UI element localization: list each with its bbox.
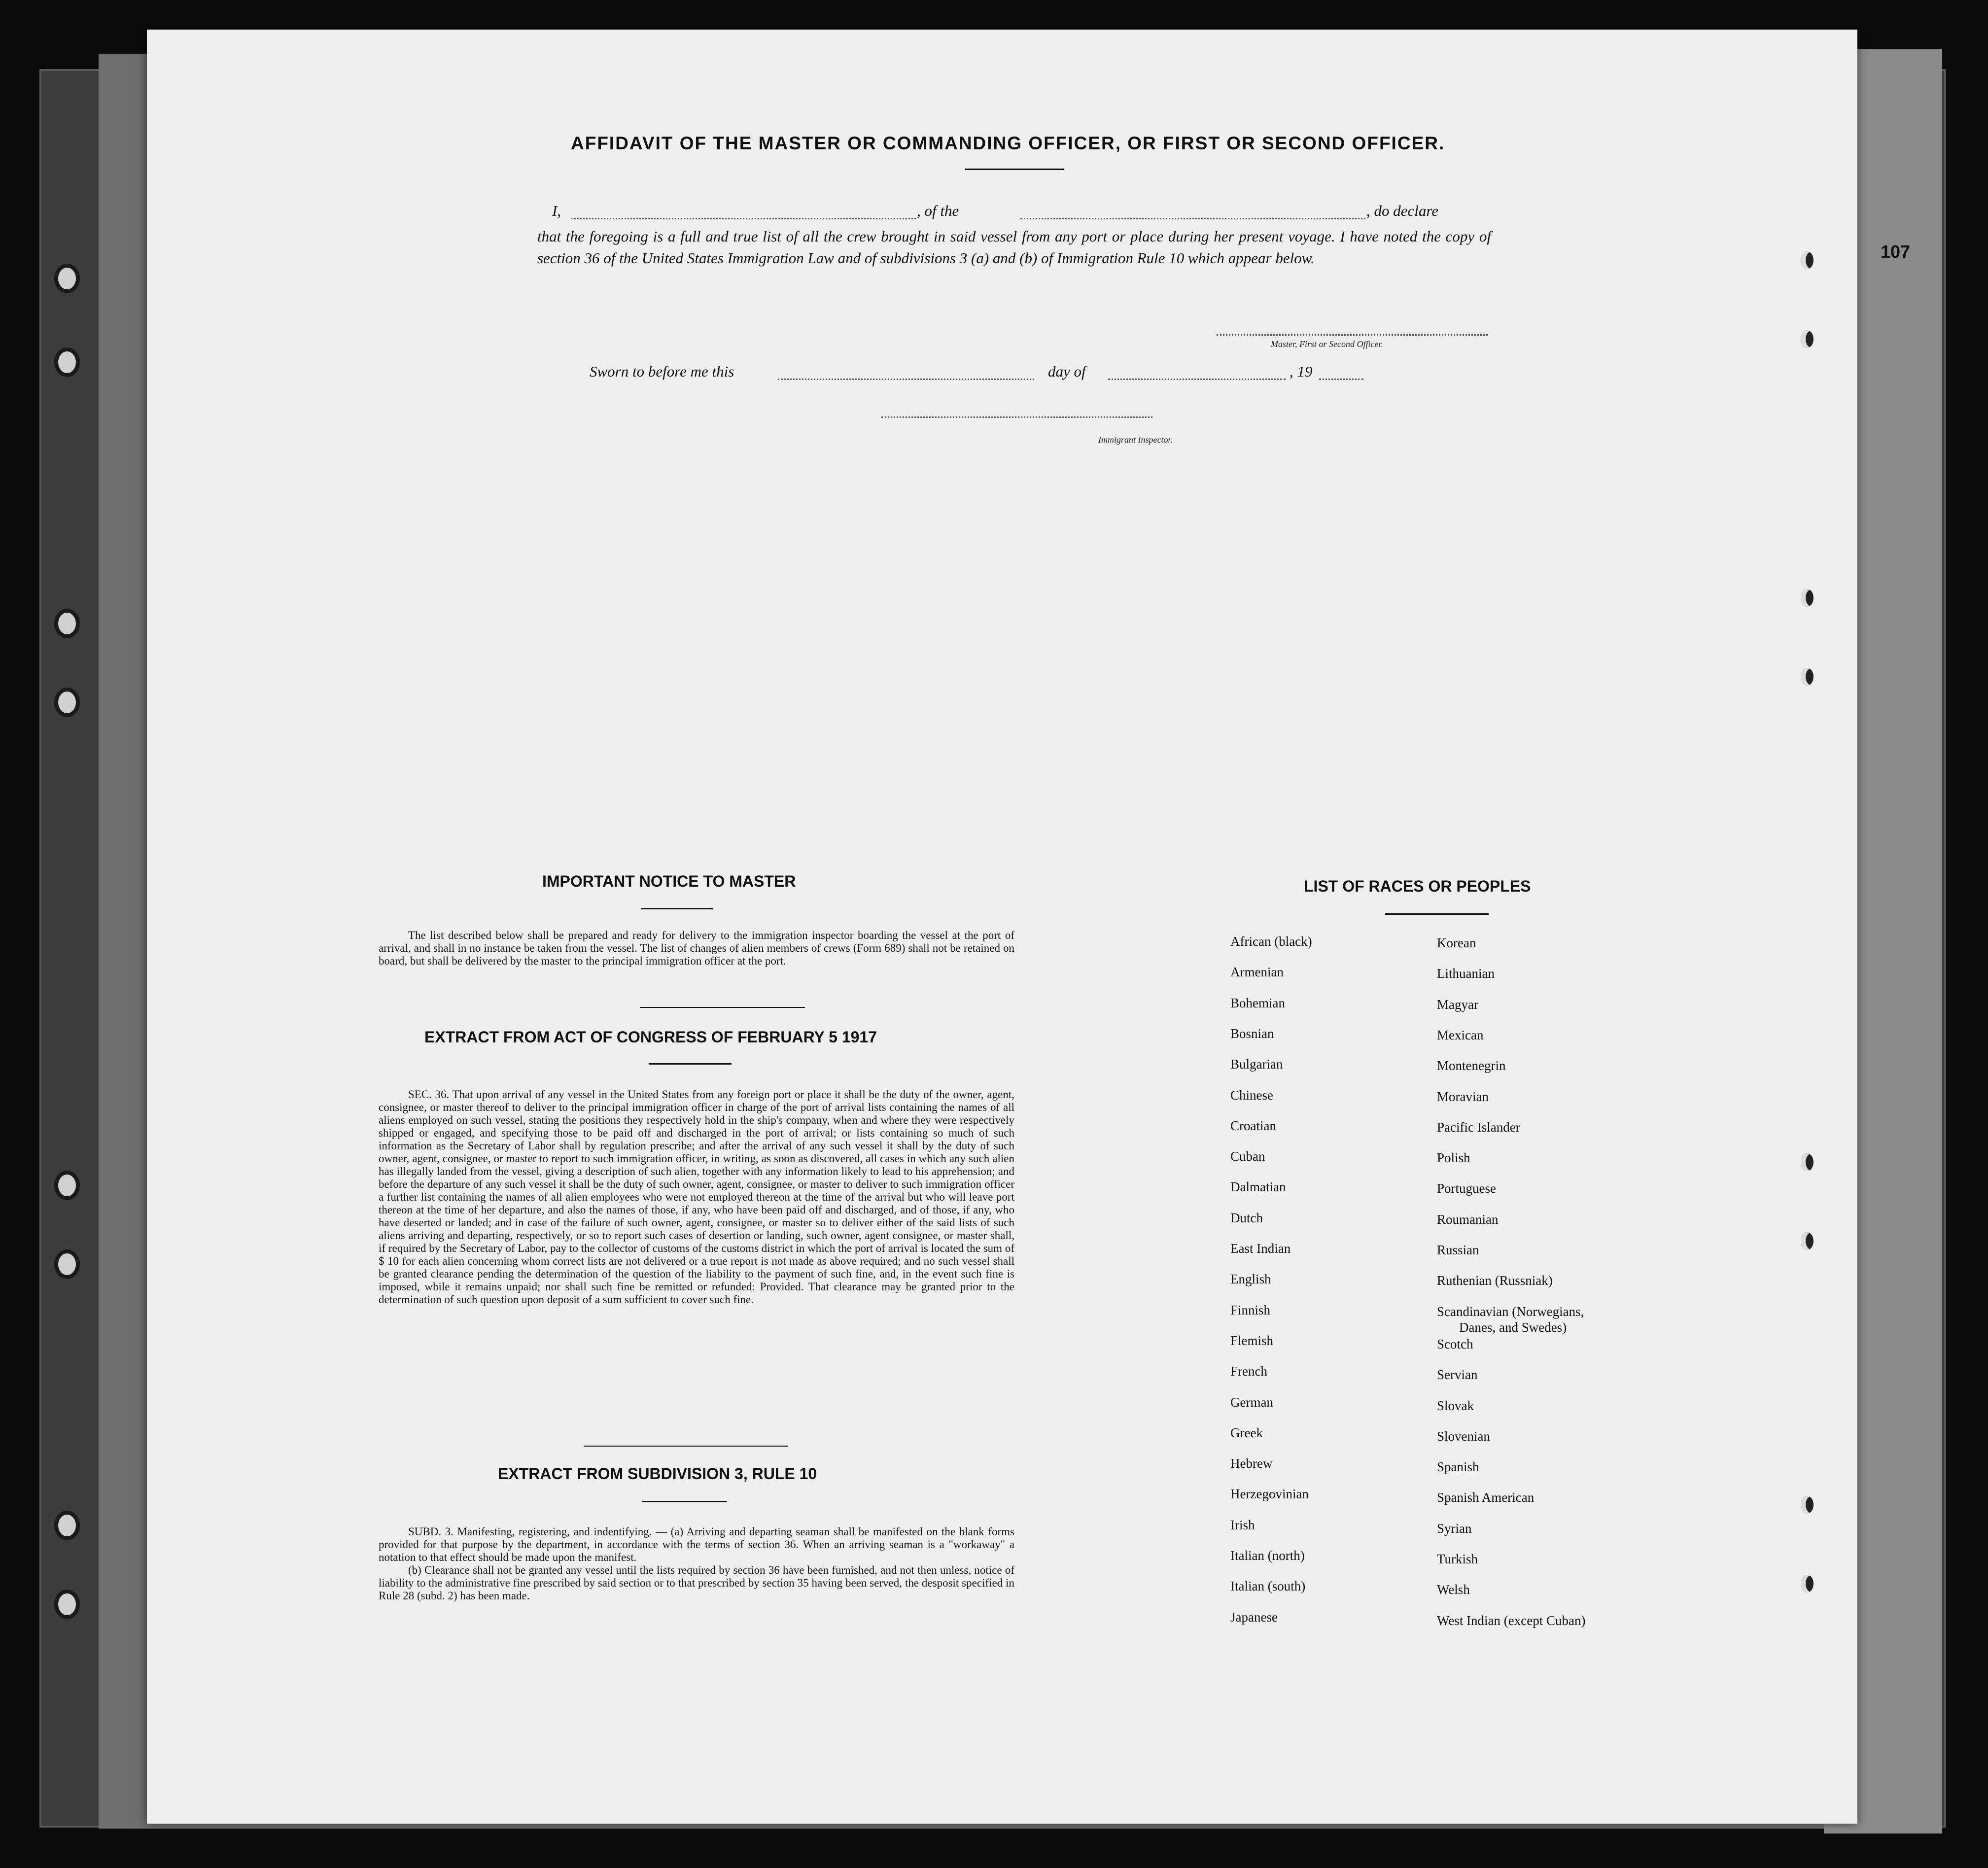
- sworn-label: Sworn to before me this: [590, 363, 734, 380]
- race-item-right: Montenegrin: [1437, 1058, 1506, 1073]
- title-divider: [965, 169, 1064, 170]
- race-item-left: Japanese: [1230, 1609, 1278, 1625]
- punch-hole-icon: [1801, 251, 1814, 269]
- race-item-right: Scotch: [1437, 1336, 1473, 1351]
- sworn-day-line[interactable]: [778, 379, 1034, 380]
- section-divider: [584, 1446, 788, 1447]
- vessel-prefix: , of the: [917, 202, 959, 219]
- race-item-right: Magyar: [1437, 997, 1478, 1012]
- punch-hole-icon: [1801, 1575, 1814, 1592]
- declarant-prefix: I,: [552, 202, 561, 219]
- rule-paragraph-b: (b) Clearance shall not be granted any vessel until the lists required by section 36 have been furnished, and not then unless, notice of liability to the administrative fine prescribed by said section or to that prescribed by section 35 having been served, the desposit specified in Rule 28 (subd. 2) has been made.: [379, 1564, 1014, 1602]
- race-item-right: Scandinavian (Norwegians,: [1437, 1304, 1584, 1319]
- punch-hole-icon: [54, 609, 80, 638]
- race-item-left: East Indian: [1230, 1241, 1291, 1256]
- notice-title: IMPORTANT NOTICE TO MASTER: [542, 872, 796, 890]
- declare-suffix: , do declare: [1366, 202, 1439, 219]
- vessel-name-line[interactable]: [1020, 218, 1365, 219]
- declarant-name-line[interactable]: [571, 218, 916, 219]
- race-item-right: Moravian: [1437, 1089, 1489, 1104]
- race-item-left: Italian (north): [1230, 1548, 1305, 1563]
- race-item-right: West Indian (except Cuban): [1437, 1613, 1586, 1628]
- race-item-right: Spanish: [1437, 1459, 1479, 1475]
- race-item-left: Finnish: [1230, 1302, 1271, 1317]
- race-item-left: English: [1230, 1272, 1271, 1287]
- race-item-right: Slovak: [1437, 1398, 1474, 1413]
- race-item-left: Dutch: [1230, 1210, 1263, 1225]
- rule-divider: [642, 1501, 727, 1502]
- margin-stamp-number: 107: [1881, 242, 1911, 262]
- race-item-right: Polish: [1437, 1150, 1470, 1166]
- race-item-right: Korean: [1437, 935, 1476, 950]
- race-item-left: German: [1230, 1394, 1273, 1410]
- punch-hole-icon: [1801, 1153, 1814, 1171]
- punch-hole-icon: [1801, 1232, 1814, 1250]
- race-item-left: Flemish: [1230, 1333, 1274, 1348]
- race-item-right: Danes, and Swedes): [1459, 1319, 1567, 1335]
- act-divider: [649, 1063, 732, 1065]
- race-item-right: Portuguese: [1437, 1181, 1496, 1196]
- races-divider: [1385, 913, 1489, 915]
- notice-paragraph: The list described below shall be prepared and ready for delivery to the immigration inspector boarding the vessel at the port of arrival, and shall in no instance be taken from the vessel. The list of changes of alien members of crews (Form 689) shall not be retained on board, but shall be delivered by the master to the principal immigration officer at the port.: [379, 929, 1014, 967]
- race-item-left: Hebrew: [1230, 1456, 1273, 1471]
- year-label: , 19: [1290, 363, 1313, 380]
- race-item-left: Greek: [1230, 1425, 1263, 1440]
- affidavit-body: that the foregoing is a full and true list of all the crew brought in said vessel from any port or place during her present voyage. I have noted the copy of section 36 of the United States Immigration Law and of subdivisions 3 (a) and (b) of Immigration Rule 10 which appear below.: [537, 228, 1491, 267]
- race-item-left: African (black): [1230, 934, 1312, 949]
- race-item-left: Bosnian: [1230, 1026, 1274, 1041]
- rule-paragraph-a: SUBD. 3. Manifesting, registering, and indentifying. — (a) Arriving and departing seaman shall be manifested on the blank forms provided for that purpose by the department, in accordance with the terms of section 36. When an arriving seaman is a "workaway" a notation to that effect should be made upon the manifest.: [379, 1525, 1014, 1563]
- race-item-left: Bohemian: [1230, 995, 1285, 1010]
- act-paragraph: SEC. 36. That upon arrival of any vessel in the United States from any foreign port or place it shall be the duty of the owner, agent, consignee, or master thereof to deliver to the principal immigration officer in charge of the port of arrival lists containing the names of all aliens employed on such vessel, stating the positions they respectively hold in the ship's company, when and where they were respectively shipped or engaged, and specifying those to be paid off and discharged in the port of arrival; or lists containing so much of such information as the Secretary of Labor shall by regulation prescribe; and after the arrival of any such vessel it shall by the duty of such owner, agent, consignee, or master to report to such immigration officer, in writing, as soon as discovered, all cases in which any such alien has illegally landed from the vessel, giving a description of such alien, together with any information likely to lead to his apprehension; and before the departure of any such vessel it shall be the duty of such owner, agent, consignee, or master to deliver to such immigration officer a further list containing the names of all alien employees who were not employed thereon at the time of the arrival but who will leave port thereon at the time of her departure, and also the names of those, if any, who have been paid off and discharged, and of those, if any, who have deserted or landed; and in case of the failure of such owner, agent, consignee, or master so to deliver either of the said lists of such aliens arriving and departing, respectively, or so to report such cases of desertion or landing, such owner, agent consignee, or master shall, if required by the Secretary of Labor, pay to the collector of customs of the customs district in which the port of arrival is located the sum of $ 10 for each alien concerning whom correct lists are not delivered or a true report is not made as above required; and no such vessel shall be granted clearance pending the determination of the question of the liability to the payment of such fine, and, in the event such fine is imposed, while it remains unpaid; nor shall such fine be remitted or refunded: Provided. That clearance may be granted prior to the determination of such question upon deposit of a sum sufficient to cover such fine.: [379, 1088, 1014, 1306]
- race-item-left: Dalmatian: [1230, 1179, 1286, 1195]
- punch-hole-icon: [1801, 668, 1814, 686]
- punch-hole-icon: [1801, 1496, 1814, 1514]
- punch-hole-icon: [54, 1590, 80, 1619]
- race-item-right: Servian: [1437, 1367, 1478, 1383]
- race-item-right: Russian: [1437, 1243, 1479, 1257]
- inspector-caption: Immigrant Inspector.: [1098, 435, 1173, 445]
- race-item-left: Irish: [1230, 1517, 1255, 1532]
- race-item-left: Herzegovinian: [1230, 1487, 1309, 1502]
- punch-hole-icon: [1801, 330, 1814, 348]
- officer-signature-caption: Master, First or Second Officer.: [1271, 339, 1383, 349]
- affidavit-page: [147, 30, 1857, 1824]
- day-of-label: day of: [1048, 363, 1086, 380]
- punch-hole-icon: [54, 1249, 80, 1279]
- punch-hole-icon: [54, 688, 80, 717]
- race-item-right: Turkish: [1437, 1552, 1478, 1566]
- race-item-right: Lithuanian: [1437, 966, 1495, 981]
- act-extract-title: EXTRACT FROM ACT OF CONGRESS OF FEBRUARY 5 1917: [424, 1028, 877, 1046]
- notice-body: [379, 929, 1014, 968]
- punch-hole-icon: [1801, 589, 1814, 607]
- section-divider: [640, 1007, 805, 1008]
- race-item-right: Mexican: [1437, 1027, 1484, 1042]
- inspector-signature-line[interactable]: [881, 416, 1152, 418]
- race-item-left: Bulgarian: [1230, 1057, 1283, 1072]
- race-item-left: Chinese: [1230, 1087, 1273, 1103]
- race-item-left: Armenian: [1230, 965, 1284, 980]
- rule-extract-title: EXTRACT FROM SUBDIVISION 3, RULE 10: [498, 1465, 817, 1483]
- affidavit-title: AFFIDAVIT OF THE MASTER OR COMMANDING OFFICER, OR FIRST OR SECOND OFFICER.: [571, 133, 1445, 153]
- punch-hole-icon: [54, 1171, 80, 1200]
- sworn-year-line[interactable]: [1319, 379, 1363, 380]
- race-item-right: Syrian: [1437, 1521, 1472, 1536]
- race-item-left: French: [1230, 1364, 1267, 1379]
- race-item-right: Pacific Islander: [1437, 1119, 1520, 1135]
- race-item-left: Croatian: [1230, 1118, 1276, 1133]
- race-item-left: Cuban: [1230, 1149, 1265, 1164]
- notice-divider: [641, 908, 713, 909]
- officer-signature-line[interactable]: [1217, 334, 1488, 336]
- race-item-right: Slovenian: [1437, 1428, 1490, 1444]
- rule-extract-body: [379, 1525, 1014, 1602]
- races-title: LIST OF RACES OR PEOPLES: [1304, 877, 1531, 895]
- sworn-month-line[interactable]: [1108, 379, 1286, 380]
- punch-hole-icon: [54, 347, 80, 377]
- punch-hole-icon: [54, 1511, 80, 1540]
- race-item-right: Welsh: [1437, 1582, 1470, 1597]
- race-item-right: Roumanian: [1437, 1211, 1499, 1227]
- race-item-left: Italian (south): [1230, 1579, 1306, 1594]
- punch-hole-icon: [54, 264, 80, 293]
- race-item-right: Spanish American: [1437, 1490, 1535, 1505]
- race-item-right: Ruthenian (Russniak): [1437, 1273, 1553, 1288]
- act-extract-body: [379, 1088, 1014, 1306]
